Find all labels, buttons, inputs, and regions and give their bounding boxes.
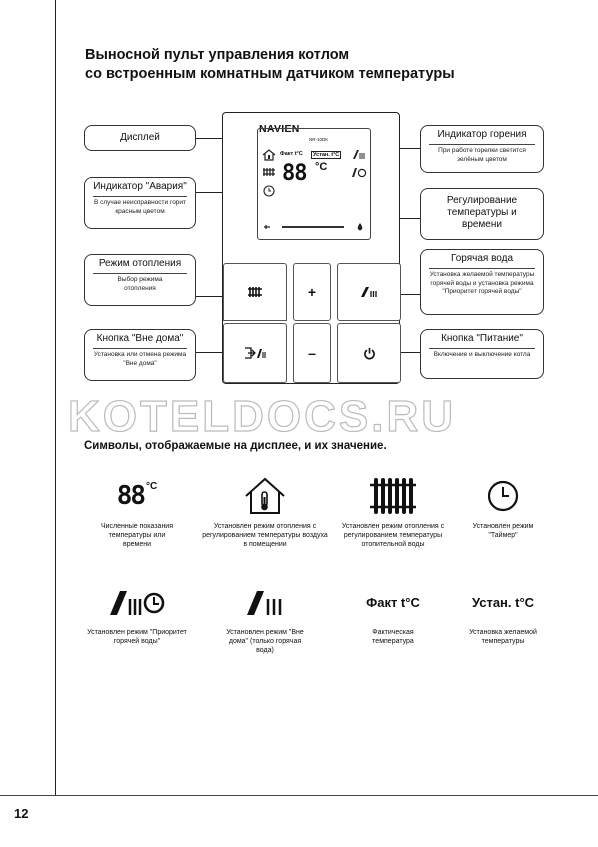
away-icon (245, 587, 285, 617)
watermark: KOTELDOCS.RU (68, 392, 456, 441)
symbols-heading: Символы, отображаемые на дисплее, и их значение. (84, 440, 387, 452)
footer-rule (0, 795, 598, 796)
symbol-timer (428, 474, 578, 540)
minus-button[interactable]: – (293, 323, 331, 383)
callout-heating-mode-title: Режим отопления (98, 258, 182, 269)
margin-line (55, 0, 56, 795)
callout-flame-title: Индикатор горения (437, 129, 527, 140)
power-icon (363, 347, 376, 360)
symbol-set-temp (428, 580, 578, 646)
callout-alarm (84, 177, 196, 229)
page-title-line-2: со встроенным комнатным датчиком температуры (85, 66, 455, 82)
callout-heating-mode-desc: Выбор режима отопления (117, 276, 163, 292)
hot-water-priority-icon (351, 167, 367, 178)
symbol-room-heating-caption: Установлен режим отопления с регулированием температуры воздуха в помещении (202, 523, 328, 548)
remote-display (257, 128, 371, 240)
symbol-digits-caption: Численные показания температуры или времени (100, 523, 174, 548)
symbol-water-heating-caption: Установлен режим отопления с регулированием температуры отопительной воды (341, 523, 445, 548)
set-temp-icon: Устан. t°C (471, 594, 535, 610)
power-button[interactable] (337, 323, 401, 383)
digits-icon: 88 °C (116, 481, 158, 511)
radiator-icon (248, 286, 262, 298)
callout-away-button (84, 329, 196, 381)
callout-regulation (420, 188, 544, 240)
heating-mode-button[interactable] (223, 263, 287, 321)
radiator-icon (370, 476, 416, 516)
callout-display-title: Дисплей (120, 132, 160, 143)
callout-away-button-desc: Установка или отмена режима "Вне дома" (93, 351, 187, 367)
page-title (85, 46, 455, 84)
callout-heating-mode (84, 254, 196, 306)
set-temp-label: Устан. t°C (313, 152, 340, 158)
symbol-hot-water-priority-caption: Установлен режим "Приоритет горячей воды" (87, 629, 187, 645)
callout-regulation-title: Регулирование температуры и времени (446, 195, 518, 230)
model-label: NR-10DK (309, 137, 329, 142)
clock-icon (486, 479, 520, 513)
clock-icon (263, 185, 275, 197)
away-button[interactable] (223, 323, 287, 383)
hot-water-button[interactable] (337, 263, 401, 321)
keypad (223, 263, 399, 383)
symbol-timer-caption: Установлен режим "Таймер" (472, 523, 534, 539)
remote-control (222, 112, 400, 384)
plus-button[interactable]: + (293, 263, 331, 321)
symbol-away-caption: Установлен режим "Вне дома" (только горячая вода) (226, 629, 304, 654)
callout-flame-desc: При работе горелки светится зелёным цветом (438, 147, 526, 163)
callout-flame (420, 125, 544, 173)
callout-hot-water (420, 249, 544, 315)
flame-icon (352, 149, 366, 160)
house-thermometer-icon (243, 476, 287, 516)
display-unit: °C (315, 161, 328, 173)
symbol-fact-temp-caption: Фактическая температура (372, 629, 414, 645)
callout-alarm-title: Индикатор "Авария" (93, 181, 187, 192)
brand-logo: NAVIEN (259, 123, 300, 135)
callout-hot-water-desc: Установка желаемой температуры горячей воды и установка режима "Приоритет горячей воды" (429, 271, 535, 295)
callout-alarm-desc: В случае неисправности горит красным цветом (93, 199, 187, 215)
display-digits: 88 (282, 161, 307, 186)
house-icon (262, 149, 276, 161)
radiator-icon (263, 167, 275, 177)
page-number: 12 (14, 806, 29, 821)
callout-display (84, 125, 196, 151)
fact-temp-icon: Факт t°C (366, 594, 420, 610)
callout-hot-water-title: Горячая вода (450, 253, 514, 264)
indicator-bar (262, 221, 366, 233)
fact-temp-label: Факт t°C (280, 151, 303, 157)
away-icon (244, 347, 266, 359)
symbol-set-temp-caption: Установка желаемой температуры (469, 629, 537, 645)
hot-water-priority-icon (108, 587, 166, 617)
page-title-line-1: Выносной пульт управления котлом (85, 47, 350, 63)
hot-water-icon (360, 286, 378, 298)
callout-away-button-title: Кнопка "Вне дома" (96, 333, 184, 344)
callout-power-button-desc: Включение и выключение котла (433, 351, 531, 358)
callout-power-button (420, 329, 544, 379)
callout-power-button-title: Кнопка "Питание" (441, 333, 523, 344)
